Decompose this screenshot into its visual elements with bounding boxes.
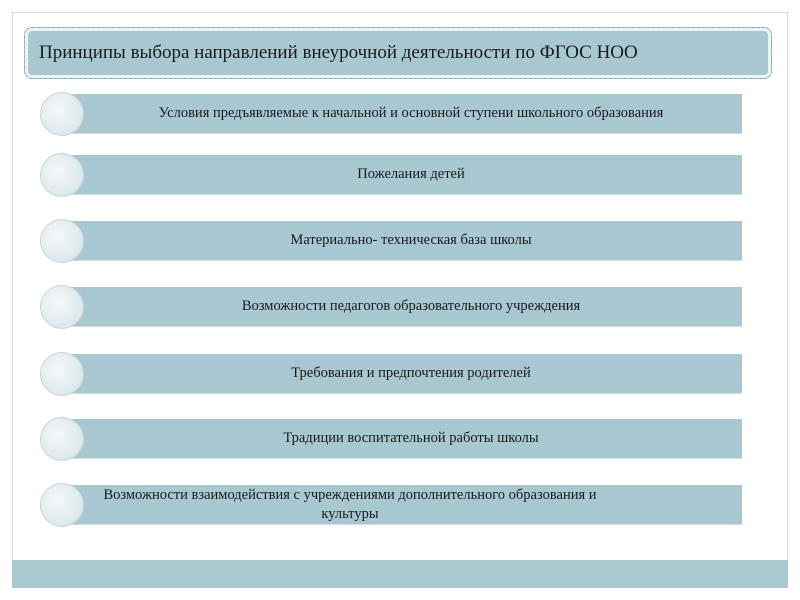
item-label: Материально- техническая база школы xyxy=(290,232,532,249)
slide-title: Принципы выбора направлений внеурочной деятельности по ФГОС НОО xyxy=(39,42,638,63)
bullet-circle-icon xyxy=(40,153,84,197)
item-label: Традиции воспитательной работы школы xyxy=(283,430,539,447)
item-bar xyxy=(58,419,742,459)
item-label: Возможности взаимодействия с учреждениями дополнительного образования и культуры xyxy=(103,486,597,522)
bullet-circle-icon xyxy=(40,417,84,461)
bullet-circle-icon xyxy=(40,219,84,263)
bullet-circle-icon xyxy=(40,483,84,527)
item-bar xyxy=(58,94,742,134)
item-label: Пожелания детей xyxy=(357,166,465,183)
item-bar xyxy=(58,354,742,394)
item-label: Возможности педагогов образовательного учреждения xyxy=(241,298,581,315)
list-item-6 xyxy=(40,417,742,461)
item-bar xyxy=(58,485,742,525)
list-item-2 xyxy=(40,153,742,197)
bullet-circle-icon xyxy=(40,352,84,396)
item-bar xyxy=(58,221,742,261)
item-label: Условия предъявляемые к начальной и основной ступени школьного образования xyxy=(158,105,664,122)
list-item-7 xyxy=(40,483,742,527)
list-item-3 xyxy=(40,219,742,263)
bullet-circle-icon xyxy=(40,92,84,136)
item-bar xyxy=(58,155,742,195)
item-bar xyxy=(58,287,742,327)
list-item-1 xyxy=(40,92,742,136)
bottom-band xyxy=(12,560,788,588)
item-label: Требования и предпочтения родителей xyxy=(291,365,531,382)
title-box xyxy=(24,27,772,79)
bullet-circle-icon xyxy=(40,285,84,329)
list-item-5 xyxy=(40,352,742,396)
list-item-4 xyxy=(40,285,742,329)
